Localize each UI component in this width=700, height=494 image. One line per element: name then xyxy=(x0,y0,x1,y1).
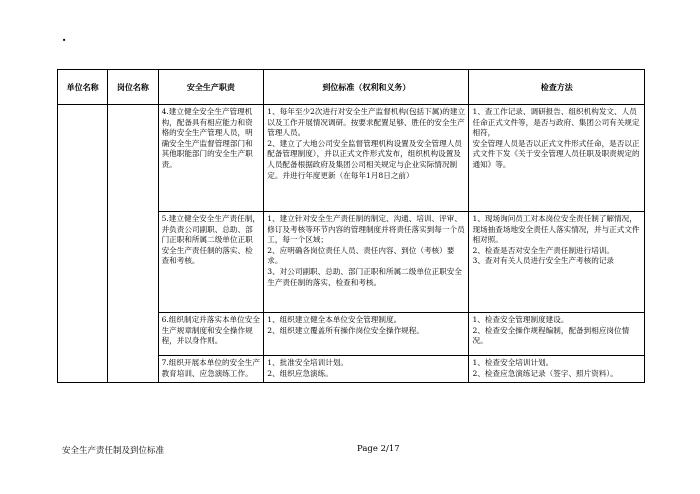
standard-item: 2、组织应急演练。 xyxy=(267,368,333,378)
duty-cell: 4.建立健全安全生产管理机构，配备具有相应能力和资格的安全生产管理人员，明确安全生产监督管理部门和其他职能部门的安全生产职责。 xyxy=(158,105,264,212)
footer-document-title: 安全生产责任制及到位标准 xyxy=(62,446,165,456)
standard-item: 1、每年至少2次进行对安全生产监督机构(包括下属)的建立以及工作开展情况调研。按要求配置足够、胜任的安全生产管理人员。 xyxy=(267,107,466,138)
check-item: 2、检查是否对安全生产责任制进行培训。 xyxy=(472,245,615,255)
unit-cell xyxy=(58,105,108,383)
col-header-position: 岗位名称 xyxy=(108,70,158,105)
position-cell xyxy=(108,105,158,383)
duty-cell: 6.组织制定并落实本单位安全生产规章制度和安全操作规程，并以身作则。 xyxy=(158,313,264,356)
table-row xyxy=(58,105,645,212)
standard-item: 3、对公司副职、总助、部门正职和所属二级单位正职安全生产责任制的落实、检查和考核。 xyxy=(267,266,462,287)
standard-item: 1、建立针对安全生产责任制的制定、沟通、培训、评审、修订及考核等环节内容的管理制度并将责任落实到每一个员工，每一个区域； xyxy=(267,214,465,245)
check-item: 1、查工作记录、调研报告、组织机构发文、人员任命正式文件等，是否与政府、集团公司有关规定相符， xyxy=(472,107,640,138)
standard-cell xyxy=(264,212,469,313)
check-item: 1、现场询问员工对本岗位安全责任制了解情况，现场抽查场地安全责任人落实情况，并与正式文件相对照。 xyxy=(472,214,640,245)
header-mark: . xyxy=(62,30,67,44)
check-item: 2、检查应急演练记录（签字、照片资料）。 xyxy=(472,368,618,378)
check-cell xyxy=(469,313,645,356)
col-header-unit: 单位名称 xyxy=(58,70,108,105)
table-header-row xyxy=(58,70,645,105)
check-item: 3、查对有关人员进行安全生产考核的记录 xyxy=(472,256,615,266)
standard-item: 2、组织建立覆盖所有操作岗位安全操作规程。 xyxy=(267,325,424,335)
footer-page-number: Page 2/17 xyxy=(357,444,400,454)
standard-item: 1、批准安全培训计划。 xyxy=(267,358,349,367)
standard-item: 1、组织建立健全本单位安全管理制度。 xyxy=(267,315,402,324)
check-cell xyxy=(469,105,645,212)
check-item: 安全管理人员是否以正式文件形式任命，是否以正式文件下发《关于安全管理人员任职及职责规定的通知》等。 xyxy=(472,138,640,169)
col-header-standard: 到位标准（权利和义务） xyxy=(264,70,469,105)
col-header-check: 检查方法 xyxy=(469,70,645,105)
check-item: 1、检查安全管理制度建设。 xyxy=(472,315,569,324)
standard-cell xyxy=(264,313,469,356)
duty-cell: 7.组织开展本单位的安全生产教育培训、应急演练工作。 xyxy=(158,356,264,383)
check-cell xyxy=(469,212,645,313)
standard-cell xyxy=(264,105,469,212)
duty-cell: 5.建立健全安全生产责任制，并负责公司副职、总助、部门正职和所属二级单位正职安全生产责任制的落实、检查和考核。 xyxy=(158,212,264,313)
responsibility-table xyxy=(57,69,645,383)
standard-item: 2、应明确各岗位责任人员、责任内容、到位（考核）要求。 xyxy=(267,245,455,266)
standard-cell xyxy=(264,356,469,383)
check-item: 1、检查安全培训计划。 xyxy=(472,358,554,367)
col-header-duty: 安全生产职责 xyxy=(158,70,264,105)
check-item: 2、检查安全操作规程编制，配备到相应岗位情况。 xyxy=(472,325,630,346)
standard-item: 2、建立了大地公司安全监督管理机构设置及安全管理人员配备管理制度），并以正式文件形式发布，组织机构设置及人员配备根据政府及集团公司相关规定与企业实际情况制定。并进行年度更新（在每年1月8日之前） xyxy=(267,138,462,180)
check-cell xyxy=(469,356,645,383)
